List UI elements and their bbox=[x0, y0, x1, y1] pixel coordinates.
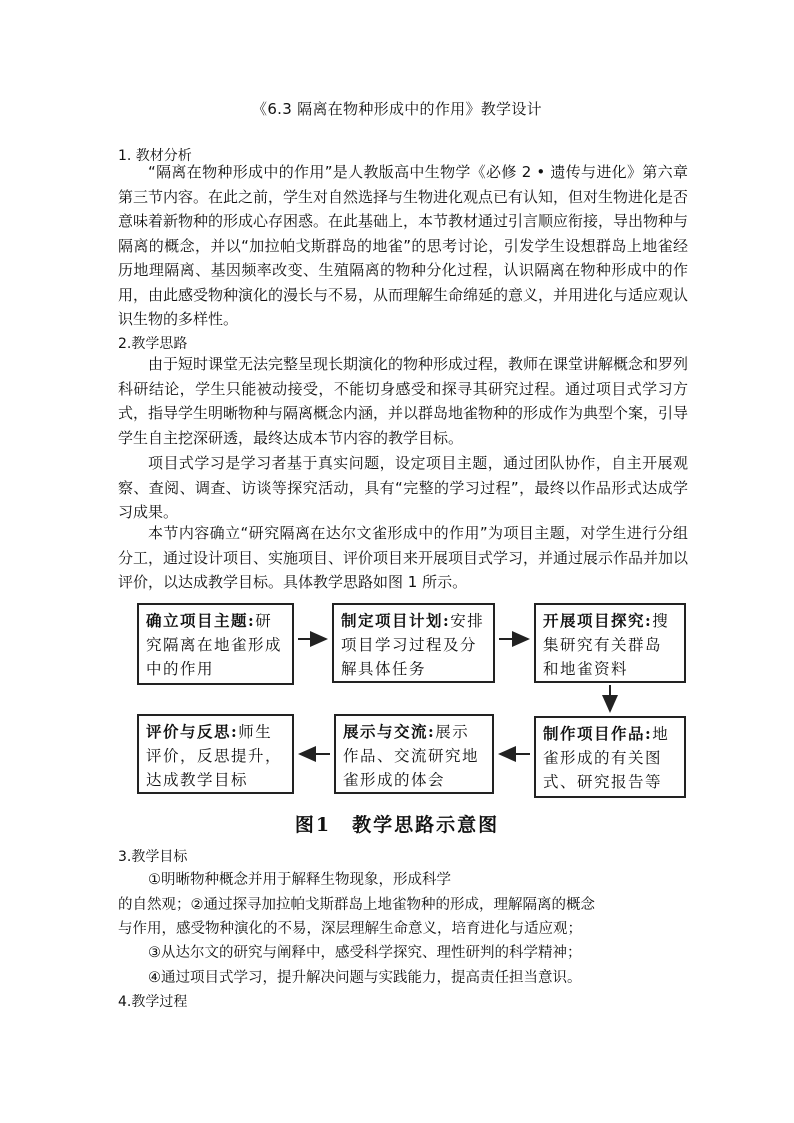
flow-box-share-text: 展示作品、交流研究地雀形成的体会 bbox=[343, 723, 480, 789]
goal-line-3: 与作用，感受物种演化的不易，深层理解生命意义，培育进化与适应观； bbox=[118, 921, 582, 937]
section-2-paragraph-3: 本节内容确立“研究隔离在达尔文雀形成中的作用”为项目主题，对学生进行分组分工，通过设计项目、实施项目、评价项目来开展项目式学习，并通过展示作品并加以评价，以达成教学目标。具体教学思路如图 1 所示。 bbox=[118, 524, 689, 591]
figure-caption: 图1 教学思路示意图 bbox=[294, 814, 500, 836]
goal-line-2: 的自然观；②通过探寻加拉帕戈斯群岛上地雀物种的形成，理解隔离的概念 bbox=[118, 897, 595, 913]
goal-line-5: ④通过项目式学习，提升解决问题与实践能力，提高责任担当意识。 bbox=[148, 970, 582, 986]
goal-line-4: ③从达尔文的研究与阐释中，感受科学探究、理性研判的科学精神； bbox=[148, 945, 582, 961]
section-heading-4: 4.教学过程 bbox=[118, 994, 188, 1010]
flow-box-plan-text: 安排项目学习过程及分解具体任务 bbox=[341, 612, 485, 678]
section-heading-2: 2.教学思路 bbox=[118, 336, 188, 352]
goal-line-1: ①明晰物种概念并用于解释生物现象，形成科学 bbox=[148, 872, 451, 888]
section-2-paragraph-1: 由于短时课堂无法完整呈现长期演化的物种形成过程，教师在课堂讲解概念和罗列科研结论，学生只能被动接受，不能切身感受和探寻其研究过程。通过项目式学习方式，指导学生明晰物种与隔离概念内涵，并以群岛地雀物种的形成作为典型个案，引导学生自主挖深研透，最终达成本节内容的教学目标。 bbox=[118, 355, 689, 447]
flow-box-review-lead: 评价与反思: bbox=[146, 722, 239, 741]
document-title: 《6.3 隔离在物种形成中的作用》教学设计 bbox=[252, 100, 542, 118]
flow-box-topic-lead: 确立项目主题: bbox=[146, 611, 256, 630]
flow-box-topic-text: 研究隔离在地雀形成中的作用 bbox=[146, 612, 283, 678]
flow-box-share-lead: 展示与交流: bbox=[343, 722, 436, 741]
flow-box-plan-lead: 制定项目计划: bbox=[341, 611, 451, 630]
flow-box-review-text: 师生评价，反思提升，达成教学目标 bbox=[146, 723, 283, 789]
section-heading-1: 1. 教材分析 bbox=[118, 148, 192, 164]
flow-box-explore-lead: 开展项目探究: bbox=[543, 611, 653, 630]
section-1-paragraph: “隔离在物种形成中的作用”是人教版高中生物学《必修 2 • 遗传与进化》第六章第三节内容。在此之前，学生对自然选择与生物进化观点已有认知，但对生物进化是否意味着新物种的形成心存困惑。在此基础上，本节教材通过引言顺应衔接，导出物种与隔离的概念，并以“加拉帕戈斯群岛的地雀”的思考讨论，引发学生设想群岛上地雀经历地理隔离、基因频率改变、生殖隔离的物种分化过程，认识隔离在物种形成中的作用，由此感受物种演化的漫长与不易，从而理解生命绵延的意义，并用进化与适应观认识生物的多样性。 bbox=[118, 163, 689, 328]
flow-box-make-lead: 制作项目作品: bbox=[543, 724, 653, 743]
flow-box-explore-text: 搜集研究有关群岛和地雀资料 bbox=[543, 612, 670, 678]
flow-box-make-text: 地雀形成的有关图式、研究报告等 bbox=[543, 725, 670, 791]
section-heading-3: 3.教学目标 bbox=[118, 849, 188, 865]
section-2-paragraph-2: 项目式学习是学习者基于真实问题，设定项目主题，通过团队协作，自主开展观察、查阅、调查、访谈等探究活动，具有“完整的学习过程”，最终以作品形式达成学习成果。 bbox=[118, 454, 688, 521]
